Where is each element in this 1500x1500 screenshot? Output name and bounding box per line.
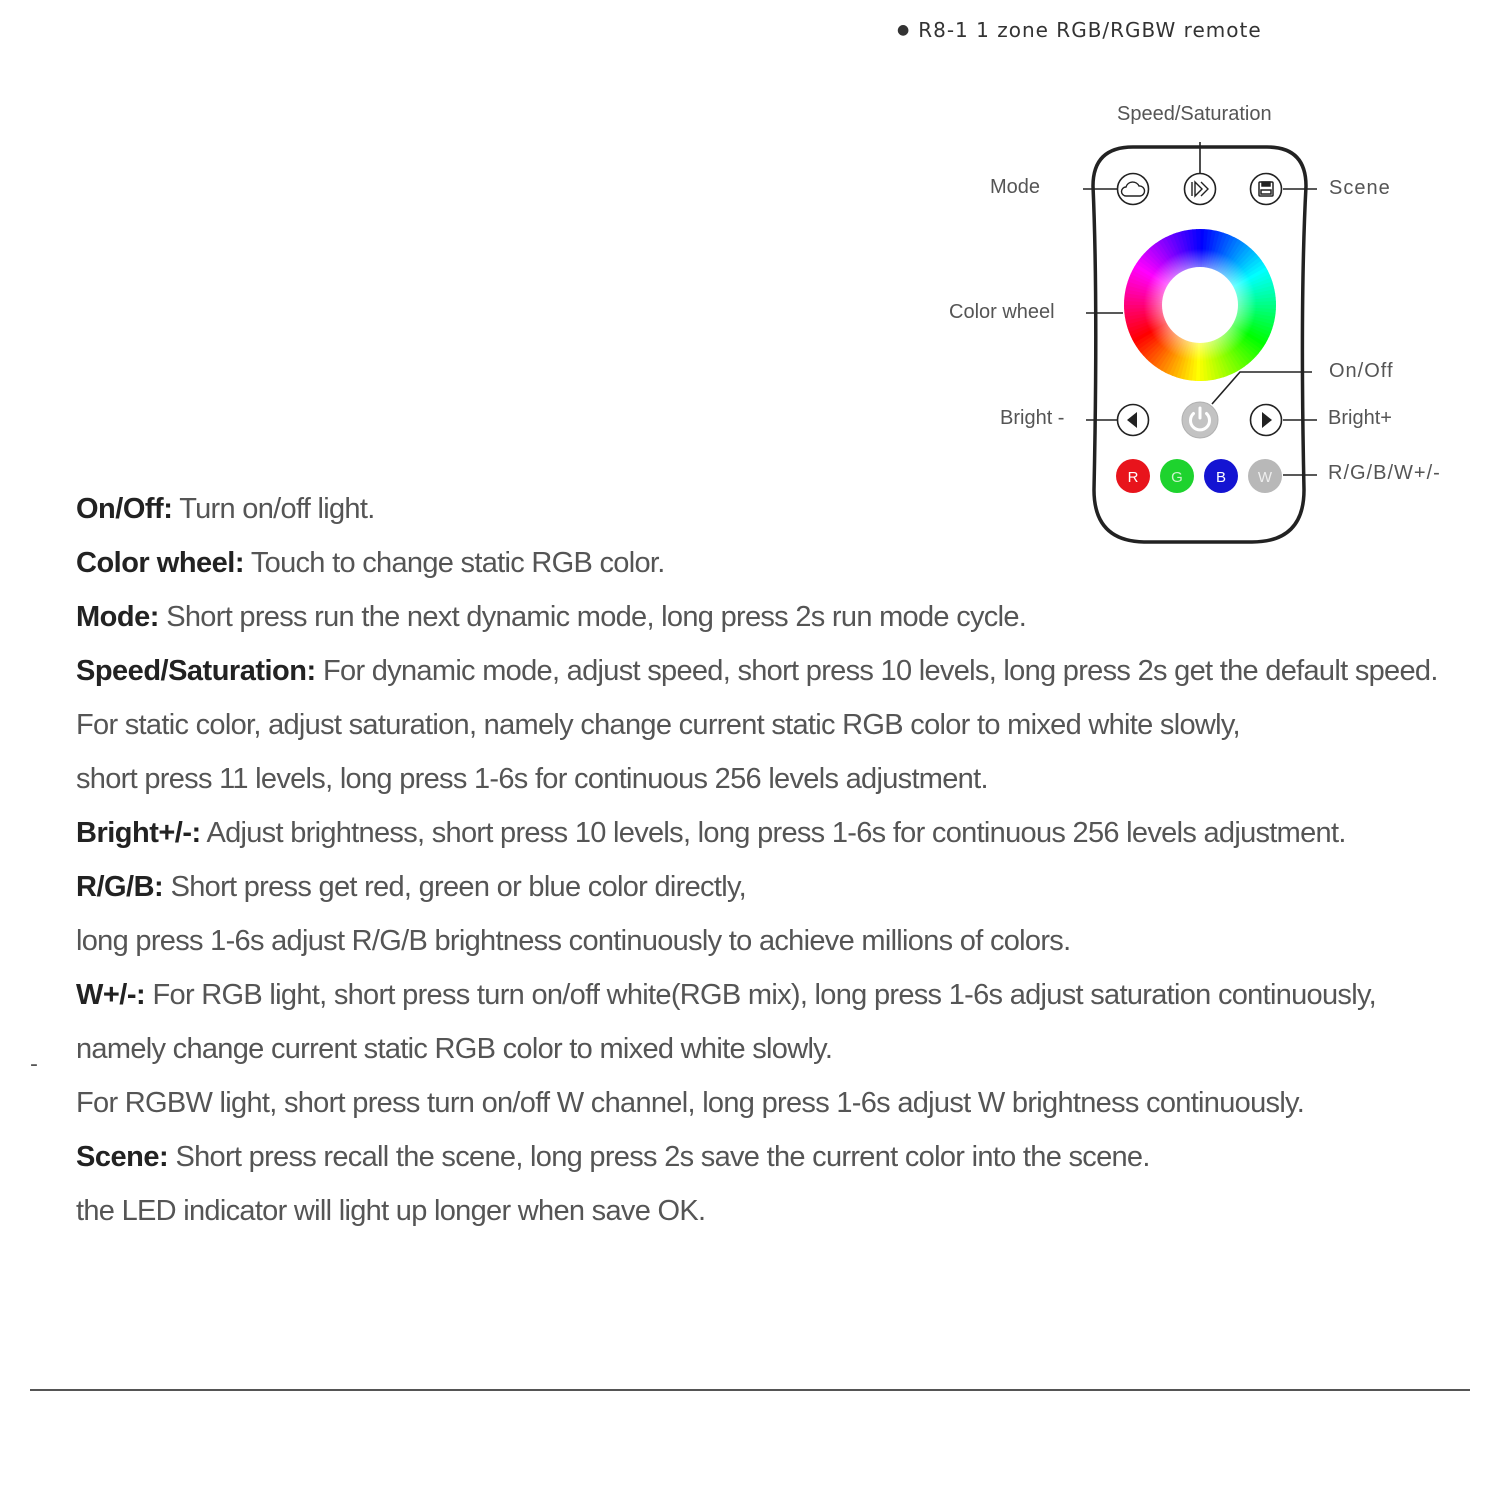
speed-saturation-button[interactable] bbox=[1185, 174, 1216, 205]
color-wheel[interactable] bbox=[1124, 229, 1276, 381]
label-rgbw: R/G/B/W+/- bbox=[1328, 462, 1441, 484]
description-line: R/G/B: Short press get red, green or blue color directly, bbox=[76, 871, 746, 903]
scene-button[interactable] bbox=[1251, 174, 1282, 205]
label-bright-plus: Bright+ bbox=[1328, 407, 1392, 429]
description-line: Speed/Saturation: For dynamic mode, adjust speed, short press 10 levels, long press 2s get the default speed. bbox=[76, 655, 1438, 687]
description-line: W+/-: For RGB light, short press turn on/off white(RGB mix), long press 1-6s adjust saturation continuously, bbox=[76, 979, 1376, 1011]
description-line: On/Off: Turn on/off light. bbox=[76, 493, 375, 525]
label-speed-saturation: Speed/Saturation bbox=[1117, 103, 1272, 125]
footer-divider bbox=[30, 1389, 1470, 1391]
description-line: short press 11 levels, long press 1-6s for continuous 256 levels adjustment. bbox=[76, 763, 988, 795]
label-on-off: On/Off bbox=[1329, 360, 1394, 382]
description-line: long press 1-6s adjust R/G/B brightness continuously to achieve millions of colors. bbox=[76, 925, 1071, 957]
mode-button[interactable] bbox=[1118, 174, 1149, 205]
g-button-label: G bbox=[1171, 469, 1183, 486]
description-line: the LED indicator will light up longer when save OK. bbox=[76, 1195, 706, 1227]
label-color-wheel: Color wheel bbox=[949, 301, 1055, 323]
description-line: Bright+/-: Adjust brightness, short press 10 levels, long press 1-6s for continuous 256 levels adjustment. bbox=[76, 817, 1346, 849]
description-line: For static color, adjust saturation, namely change current static RGB color to mixed white slowly, bbox=[76, 709, 1240, 741]
w-button-label: W bbox=[1257, 469, 1273, 486]
power-button[interactable] bbox=[1182, 402, 1218, 438]
description-line: Mode: Short press run the next dynamic mode, long press 2s run mode cycle. bbox=[76, 601, 1027, 633]
remote-diagram bbox=[0, 0, 1500, 560]
description-list bbox=[76, 482, 1486, 1238]
description-line: For RGBW light, short press turn on/off W channel, long press 1-6s adjust W brightness continuously. bbox=[76, 1087, 1305, 1119]
label-bright-minus: Bright - bbox=[1000, 407, 1065, 429]
bright-minus-button[interactable] bbox=[1118, 405, 1149, 436]
bright-plus-button[interactable] bbox=[1251, 405, 1282, 436]
description-line: Color wheel: Touch to change static RGB color. bbox=[76, 547, 665, 579]
section-title-text: R8-1 1 zone RGB/RGBW remote bbox=[918, 18, 1262, 42]
bullet-icon: ● bbox=[897, 22, 911, 38]
margin-mark: - bbox=[30, 1052, 38, 1077]
r-button-label: R bbox=[1127, 469, 1139, 486]
description-line: namely change current static RGB color to mixed white slowly. bbox=[76, 1033, 833, 1065]
label-scene: Scene bbox=[1329, 177, 1391, 199]
description-line: Scene: Short press recall the scene, long press 2s save the current color into the scene. bbox=[76, 1141, 1150, 1173]
b-button-label: B bbox=[1215, 469, 1227, 486]
label-mode: Mode bbox=[990, 176, 1041, 198]
